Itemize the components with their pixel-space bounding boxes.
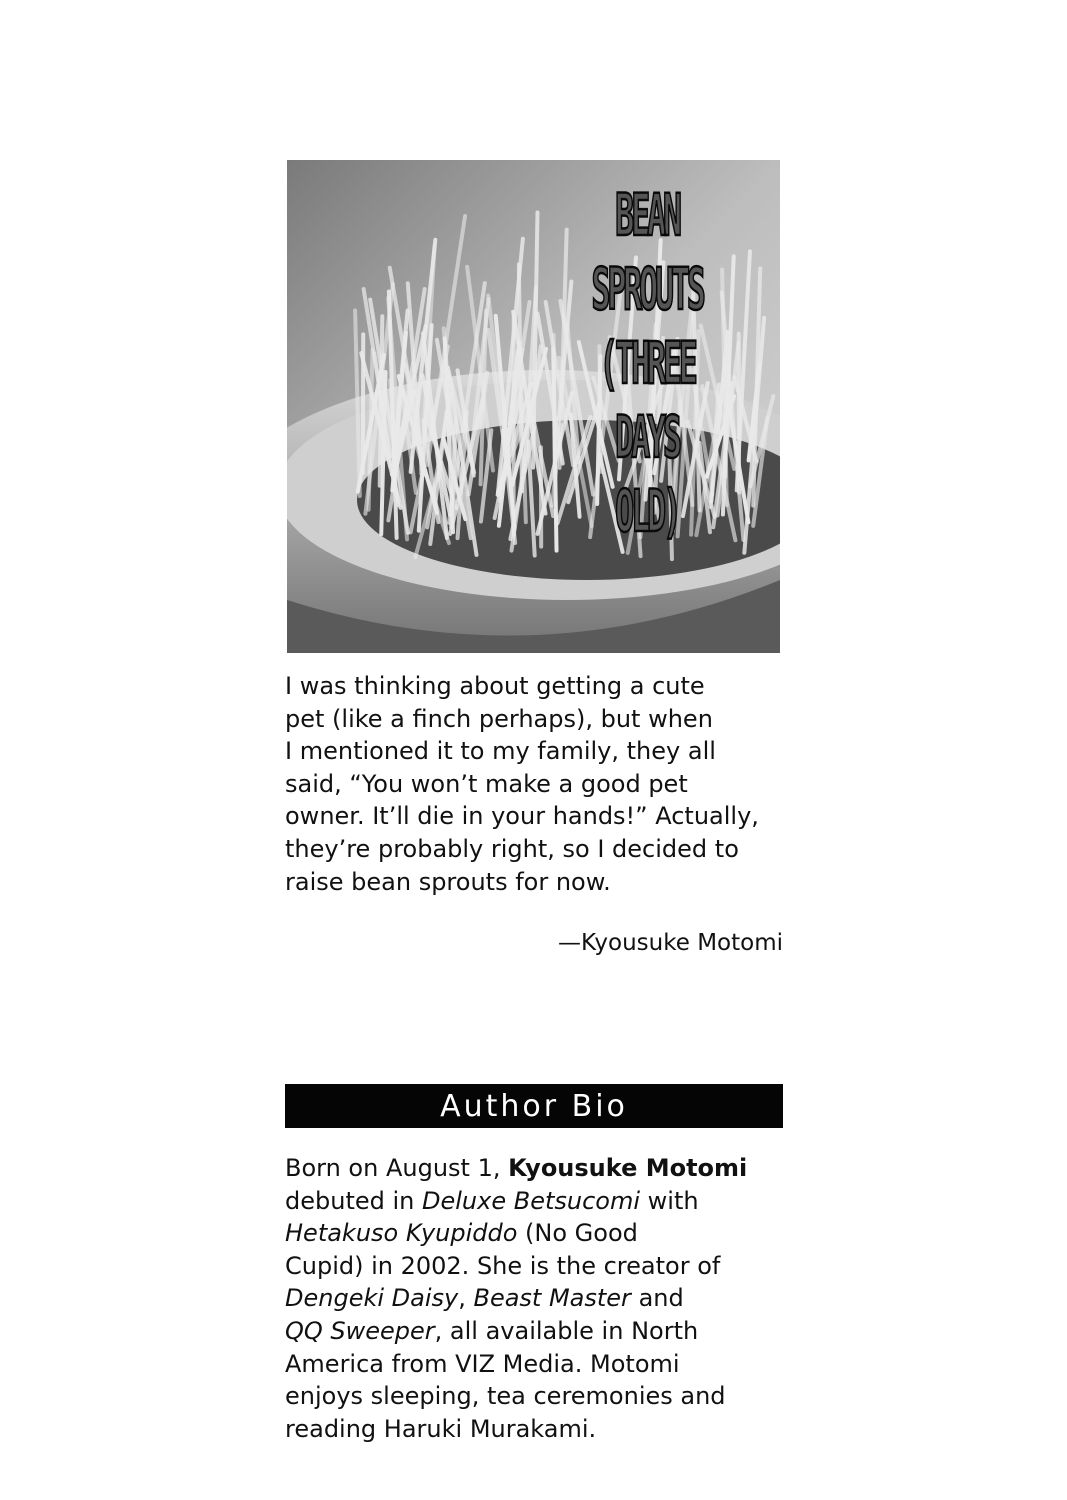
essay-line: I mentioned it to my family, they all xyxy=(285,737,716,766)
bio-line: Hetakuso Kyupiddo (No Good xyxy=(285,1219,638,1248)
essay-line: pet (like a finch perhaps), but when xyxy=(285,704,713,733)
bio-line: Dengeki Daisy, Beast Master and xyxy=(285,1284,684,1313)
sprout-stroke xyxy=(725,363,726,477)
bio-line: QQ Sweeper, all available in North xyxy=(285,1316,699,1345)
essay-text xyxy=(285,670,795,898)
bio-line: Born on August 1, Kyousuke Motomi xyxy=(285,1154,748,1182)
essay-line: they’re probably right, so I decided to xyxy=(285,834,739,863)
author-signature: —Kyousuke Motomi xyxy=(558,930,783,956)
photo-title-line: (THREE xyxy=(599,329,695,397)
photo-title-line: SPROUTS xyxy=(591,255,703,323)
essay-line: owner. It’ll die in your hands!” Actually, xyxy=(285,802,759,831)
bio-line: reading Haruki Murakami. xyxy=(285,1414,597,1443)
author-bio-heading: Author Bio xyxy=(285,1084,783,1128)
bio-line: America from VIZ Media. Motomi xyxy=(285,1349,680,1378)
photo-title xyxy=(587,178,708,548)
photo-title-line: BEAN xyxy=(615,181,679,249)
essay-line: said, “You won’t make a good pet xyxy=(285,769,688,798)
essay-line: I was thinking about getting a cute xyxy=(285,672,705,700)
bio-line: debuted in Deluxe Betsucomi with xyxy=(285,1186,699,1215)
photo-title-line: DAYS xyxy=(615,403,679,471)
bean-sprouts-photo xyxy=(287,160,780,653)
bio-line: Cupid) in 2002. She is the creator of xyxy=(285,1251,721,1280)
essay-line: raise bean sprouts for now. xyxy=(285,867,611,896)
bio-line: enjoys sleeping, tea ceremonies and xyxy=(285,1382,726,1411)
photo-title-line: OLD) xyxy=(615,477,679,545)
author-bio-text xyxy=(285,1152,795,1445)
